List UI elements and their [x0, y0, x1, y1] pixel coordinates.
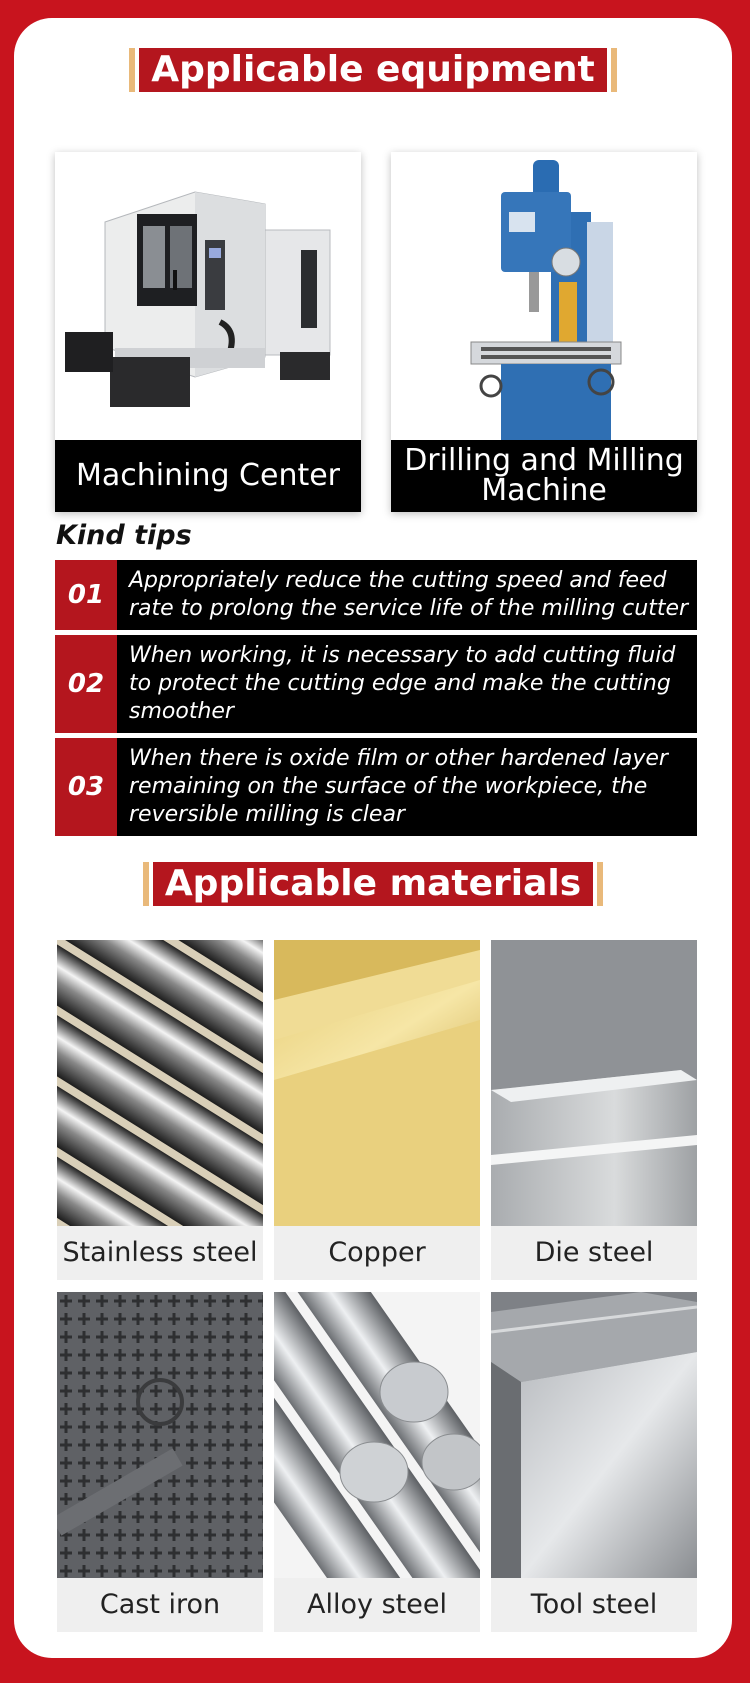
tip-text: When working, it is necessary to add cutting fluid to protect the cutting edge and make the cutting smoother	[129, 643, 676, 724]
material-card-die-steel	[491, 940, 697, 1280]
drilling-milling-machine-image	[391, 152, 697, 440]
tool-steel-label: Tool steel	[491, 1578, 697, 1632]
material-card-tool-steel	[491, 1292, 697, 1632]
tip-number: 03	[55, 738, 117, 836]
tip-text: When there is oxide film or other hardened layer remaining on the surface of the workpiece, the reversible milling is clear	[129, 746, 668, 827]
stainless-steel-label: Stainless steel	[57, 1226, 263, 1280]
drilling-milling-label: Drilling and Milling Machine	[391, 440, 697, 512]
die-steel-image	[491, 940, 697, 1226]
material-card-cast-iron	[57, 1292, 263, 1632]
copper-image	[274, 940, 480, 1226]
tip-item-3	[55, 738, 697, 836]
machining-center-label: Machining Center	[55, 440, 361, 512]
tool-steel-image	[491, 1292, 697, 1578]
kind-tips-title: Kind tips	[56, 520, 192, 551]
content-card	[14, 18, 732, 1658]
die-steel-label: Die steel	[491, 1226, 697, 1280]
materials-section-title	[14, 862, 732, 906]
tip-number: 02	[55, 635, 117, 733]
tip-item-2	[55, 635, 697, 733]
equipment-section-title	[14, 48, 732, 92]
material-card-copper	[274, 940, 480, 1280]
alloy-steel-label: Alloy steel	[274, 1578, 480, 1632]
material-card-stainless-steel	[57, 940, 263, 1280]
machining-center-image	[55, 152, 361, 440]
tip-item-1	[55, 560, 697, 630]
equipment-card-drilling-milling	[391, 152, 697, 512]
materials-title-text: Applicable materials	[164, 863, 582, 904]
tip-number: 01	[55, 560, 117, 630]
cast-iron-image	[57, 1292, 263, 1578]
copper-label: Copper	[274, 1226, 480, 1280]
equipment-card-machining-center	[55, 152, 361, 512]
alloy-steel-image	[274, 1292, 480, 1578]
tip-text: Appropriately reduce the cutting speed and feed rate to prolong the service life of the milling cutter	[129, 568, 689, 621]
stainless-steel-image	[57, 940, 263, 1226]
cast-iron-label: Cast iron	[57, 1578, 263, 1632]
material-card-alloy-steel	[274, 1292, 480, 1632]
equipment-title-text: Applicable equipment	[151, 49, 595, 90]
